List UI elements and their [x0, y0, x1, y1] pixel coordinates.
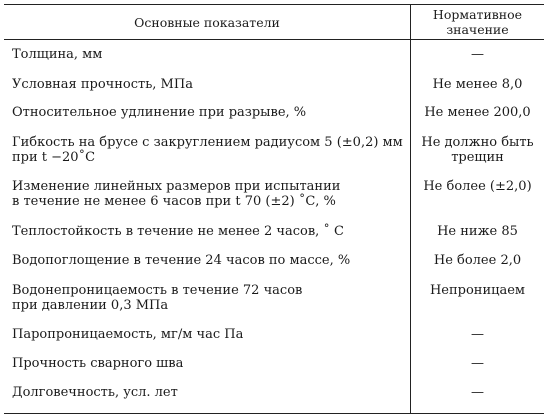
row-param — [12, 283, 406, 313]
row-value-line: — — [471, 47, 484, 62]
row-value-line: трещин — [451, 150, 504, 165]
column-divider — [410, 5, 411, 413]
row-value — [411, 283, 544, 298]
row-value — [411, 135, 544, 165]
row-param-line: Прочность сварного шва — [12, 356, 184, 371]
row-param — [12, 253, 406, 268]
row-param-line: в течение не менее 6 часов при t 70 (±2) ˚С, % — [12, 194, 336, 209]
row-value — [411, 105, 544, 120]
row-value-line: — — [471, 327, 484, 342]
row-value-line: Не ниже 85 — [437, 224, 518, 239]
row-value-line: Непроницаем — [429, 283, 526, 298]
row-param-line: при давлении 0,3 МПа — [12, 298, 169, 313]
row-param-line: Гибкость на брусе с закруглением радиусом 5 (±0,2) мм — [12, 135, 403, 150]
row-value — [411, 253, 544, 268]
row-param — [12, 327, 406, 342]
row-param-line: Долговечность, усл. лет — [12, 385, 178, 400]
header-norm-line2: значение — [446, 22, 509, 37]
row-value-line: — — [471, 356, 484, 371]
row-param-line: при t −20˚С — [12, 150, 96, 165]
row-param — [12, 105, 406, 120]
row-value — [411, 224, 544, 239]
row-value — [411, 327, 544, 342]
row-value — [411, 356, 544, 371]
row-param-line: Водонепроницаемость в течение 72 часов — [12, 283, 303, 298]
row-param-line: Толщина, мм — [12, 47, 103, 62]
row-param-line: Теплостойкость в течение не менее 2 часов, ˚ С — [12, 224, 344, 239]
table-header — [4, 5, 544, 40]
row-value — [411, 179, 544, 194]
row-param — [12, 385, 406, 400]
row-param — [12, 47, 406, 62]
row-param — [12, 356, 406, 371]
row-param-line: Водопоглощение в течение 24 часов по массе, % — [12, 253, 351, 268]
row-param — [12, 224, 406, 239]
row-value — [411, 47, 544, 62]
row-param — [12, 135, 406, 165]
row-value-line: Не должно быть — [421, 135, 534, 150]
row-param-line: Относительное удлинение при разрыве, % — [12, 105, 307, 120]
row-param — [12, 179, 406, 209]
row-value-line: Не менее 8,0 — [432, 77, 523, 92]
row-value-line: Не менее 200,0 — [424, 105, 531, 120]
row-value-line: Не более (±2,0) — [423, 179, 532, 194]
properties-table — [4, 4, 544, 414]
row-param-line: Паропроницаемость, мг/м час Па — [12, 327, 244, 342]
row-param-line: Условная прочность, МПа — [12, 77, 193, 92]
row-value-line: Не более 2,0 — [433, 253, 522, 268]
header-norm — [411, 5, 544, 39]
header-param: Основные показатели — [134, 14, 280, 30]
row-param-line: Изменение линейных размеров при испытании — [12, 179, 341, 194]
row-value — [411, 385, 544, 400]
row-param — [12, 77, 406, 92]
row-value — [411, 77, 544, 92]
header-norm-line1: Нормативное — [432, 7, 523, 22]
row-value-line: — — [471, 385, 484, 400]
